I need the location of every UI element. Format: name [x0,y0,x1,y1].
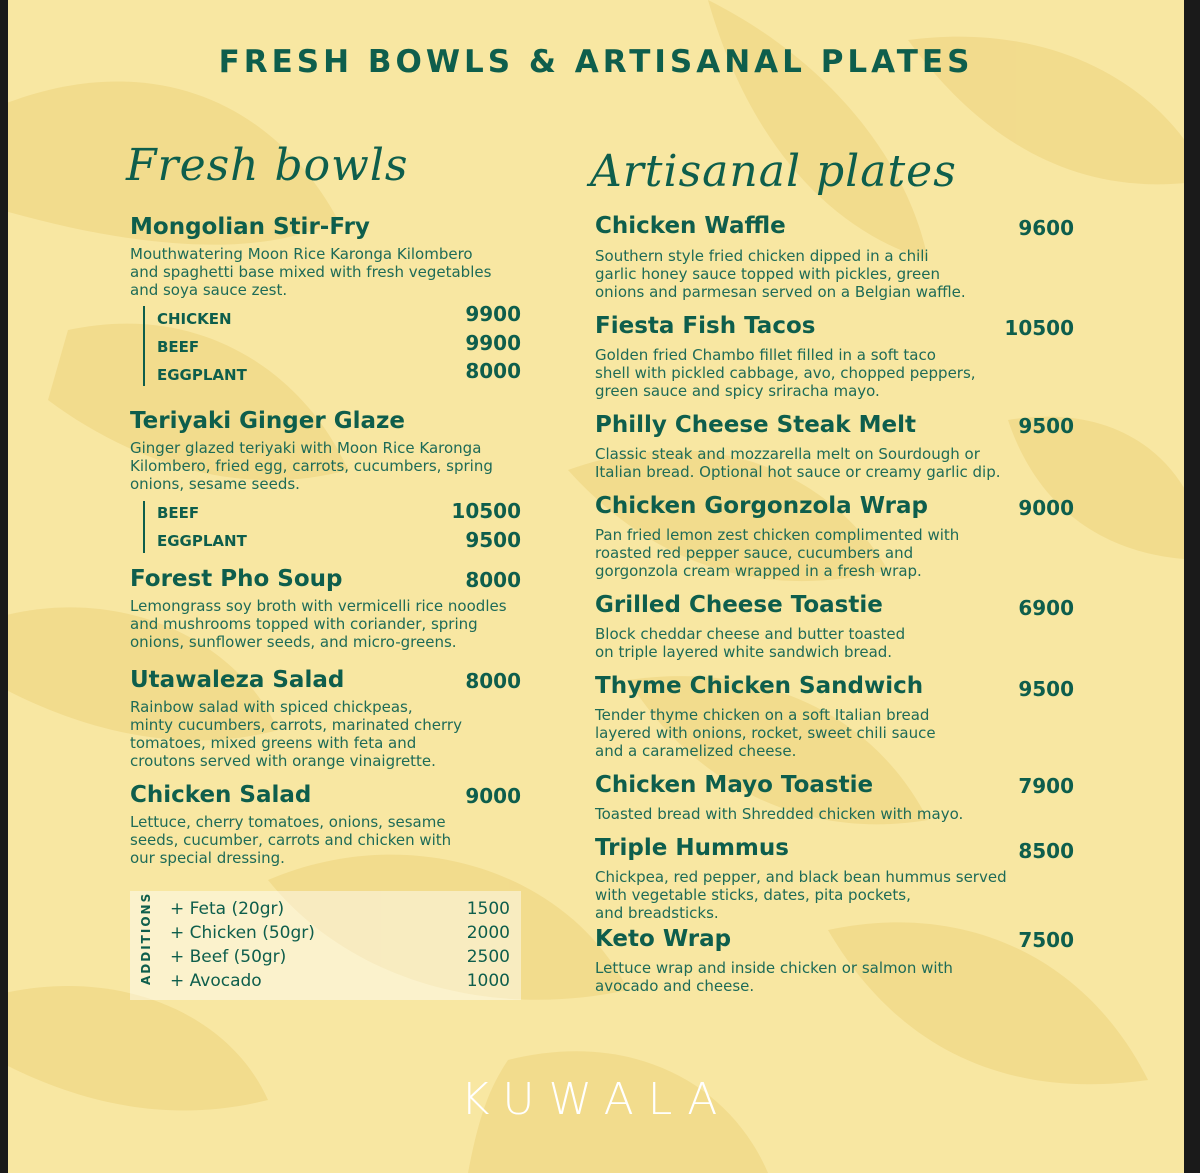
dish-desc: Ginger glazed teriyaki with Moon Rice Karonga Kilombero, fried egg, carrots, cucumbers, spring onions, sesame seeds. [130,439,493,493]
dish-name: Chicken Gorgonzola Wrap [595,493,928,519]
menu-page [8,0,1184,1173]
dish-desc: Lemongrass soy broth with vermicelli rice noodles and mushrooms topped with coriander, spring onions, sunflower seeds, and micro-greens. [130,597,507,651]
options-bracket [143,306,145,386]
dish-name: Utawaleza Salad [130,667,345,693]
option-price: 8000 [465,359,521,383]
dish-price: 9500 [1018,677,1074,701]
addition-row: + Chicken (50gr) 2000 [170,923,510,943]
dish-name: Thyme Chicken Sandwich [595,673,924,699]
dish-name: Fiesta Fish Tacos [595,313,816,339]
dish-desc: Lettuce, cherry tomatoes, onions, sesame seeds, cucumber, carrots and chicken with our special dressing. [130,813,452,867]
dish-desc: Chickpea, red pepper, and black bean hummus served with vegetable sticks, dates, pita pockets, and breadsticks. [595,868,1007,922]
dish-name: Grilled Cheese Toastie [595,592,883,618]
dish-price: 10500 [1004,316,1074,340]
option-label: EGGPLANT [157,532,247,550]
fresh-bowls-heading: Fresh bowls [126,140,409,191]
dish-desc: Southern style fried chicken dipped in a chili garlic honey sauce topped with pickles, green onions and parmesan served on a Belgian waffle. [595,247,966,301]
dish-name: Forest Pho Soup [130,566,343,592]
additions-box [130,891,521,1000]
dish-name: Teriyaki Ginger Glaze [130,408,405,434]
dish-price: 8500 [1018,839,1074,863]
option-label: BEEF [157,338,200,356]
dish-desc: Rainbow salad with spiced chickpeas, minty cucumbers, carrots, marinated cherry tomatoes, mixed greens with feta and croutons served with orange vinaigrette. [130,698,462,770]
dish-price: 8000 [465,669,521,693]
option-label: CHICKEN [157,310,232,328]
dish-price: 8000 [465,568,521,592]
option-label: BEEF [157,504,200,522]
dish-name: Chicken Waffle [595,213,786,239]
dish-desc: Classic steak and mozzarella melt on Sourdough or Italian bread. Optional hot sauce or creamy garlic dip. [595,445,1001,481]
dish-desc: Block cheddar cheese and butter toasted on triple layered white sandwich bread. [595,625,906,661]
brand-logo: KUWALA [460,1074,732,1125]
options-bracket [143,501,145,553]
addition-row: + Avocado 1000 [170,971,510,991]
additions-label: ADDITIONS [139,891,153,985]
dish-desc: Mouthwatering Moon Rice Karonga Kilombero and spaghetti base mixed with fresh vegetables and soya sauce zest. [130,245,492,299]
dish-price: 7900 [1018,774,1074,798]
dish-desc: Golden fried Chambo fillet filled in a soft taco shell with pickled cabbage, avo, chopped peppers, green sauce and spicy sriracha mayo. [595,346,976,400]
dish-desc: Toasted bread with Shredded chicken with mayo. [595,805,964,823]
dish-name: Chicken Mayo Toastie [595,772,874,798]
option-price: 9500 [465,528,521,552]
dish-price: 6900 [1018,596,1074,620]
addition-row: + Beef (50gr) 2500 [170,947,510,967]
option-price: 9900 [465,331,521,355]
dish-desc: Tender thyme chicken on a soft Italian bread layered with onions, rocket, sweet chili sauce and a caramelized cheese. [595,706,936,760]
dish-price: 9500 [1018,414,1074,438]
dish-name: Triple Hummus [595,835,789,861]
dish-name: Chicken Salad [130,782,312,808]
dish-name: Mongolian Stir-Fry [130,214,370,240]
dish-name: Philly Cheese Steak Melt [595,412,916,438]
option-price: 10500 [451,499,521,523]
page-title: FRESH BOWLS & ARTISANAL PLATES [218,44,974,80]
dish-price: 9000 [465,784,521,808]
addition-row: + Feta (20gr) 1500 [170,899,510,919]
dish-desc: Lettuce wrap and inside chicken or salmon with avocado and cheese. [595,959,953,995]
dish-price: 9600 [1018,216,1074,240]
dish-name: Keto Wrap [595,926,732,952]
dish-desc: Pan fried lemon zest chicken complimented with roasted red pepper sauce, cucumbers and gorgonzola cream wrapped in a fresh wrap. [595,526,960,580]
option-label: EGGPLANT [157,366,247,384]
dish-price: 9000 [1018,496,1074,520]
dish-price: 7500 [1018,928,1074,952]
option-price: 9900 [465,302,521,326]
artisanal-plates-heading: Artisanal plates [590,146,957,197]
